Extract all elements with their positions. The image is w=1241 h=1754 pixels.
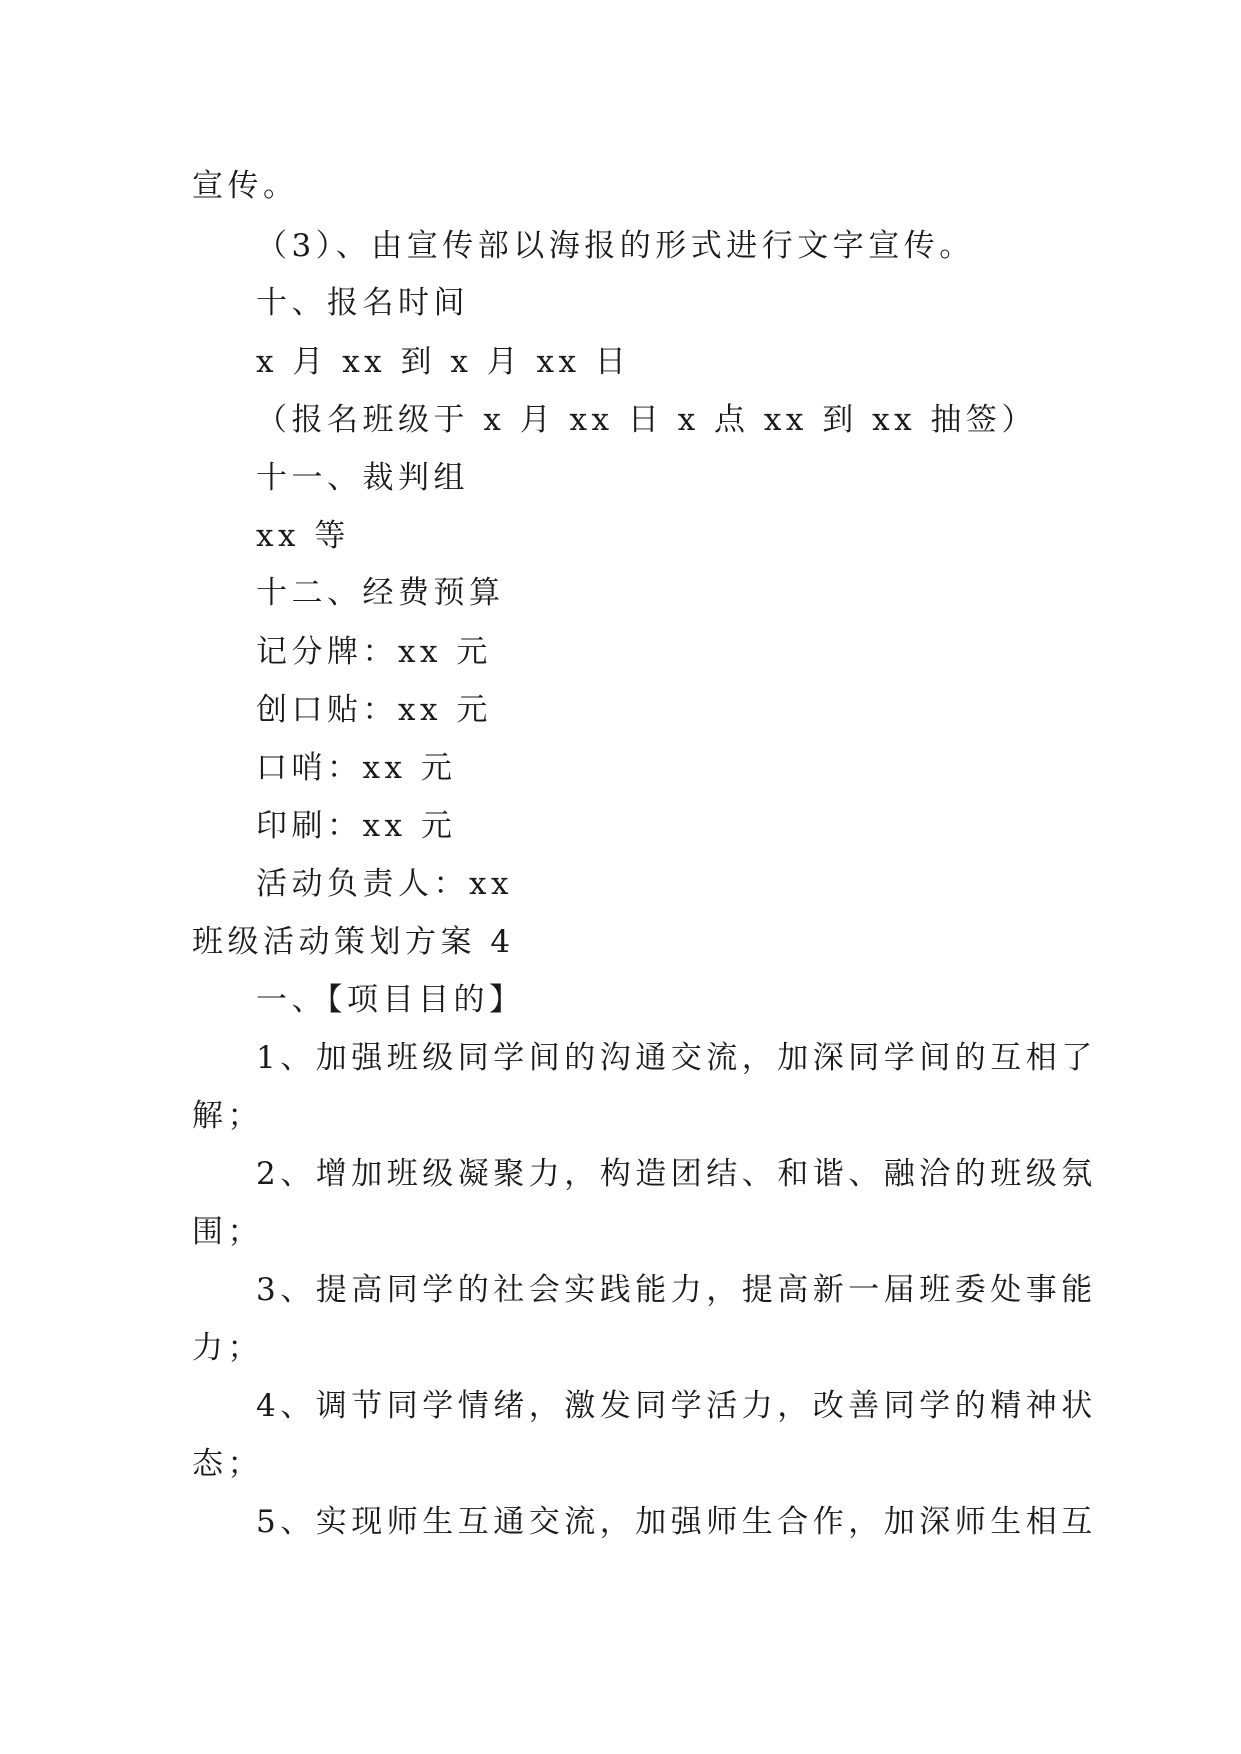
text-line: 宣传。	[192, 168, 299, 204]
text-line: 3、提高同学的社会实践能力，提高新一届班委处事能	[256, 1272, 1097, 1308]
section-heading: 十、报名时间	[256, 285, 469, 321]
document-title: 班级活动策划方案 4	[192, 924, 515, 960]
section-heading: 十二、经费预算	[256, 575, 505, 611]
text-line: 记分牌：xx 元	[256, 634, 492, 670]
text-line: 印刷：xx 元	[256, 808, 457, 844]
text-line: 解；	[192, 1098, 263, 1134]
text-line: （3）、由宣传部以海报的形式进行文字宣传。	[256, 228, 975, 264]
text-line: 围；	[192, 1214, 263, 1250]
text-line: xx 等	[256, 518, 350, 554]
section-heading: 一、【项目目的】	[256, 982, 525, 1018]
text-line: 活动负责人：xx	[256, 866, 513, 902]
text-line: 1、加强班级同学间的沟通交流，加深同学间的互相了	[256, 1040, 1097, 1076]
text-line: x 月 xx 到 x 月 xx 日	[256, 344, 631, 380]
text-line: 态；	[192, 1446, 263, 1482]
text-line: 力；	[192, 1330, 263, 1366]
section-heading: 十一、裁判组	[256, 460, 469, 496]
text-line: 2、增加班级凝聚力，构造团结、和谐、融洽的班级氛	[256, 1156, 1097, 1192]
text-line: （报名班级于 x 月 xx 日 x 点 xx 到 xx 抽签）	[256, 402, 1037, 438]
text-line: 5、实现师生互通交流，加强师生合作，加深师生相互	[256, 1504, 1097, 1540]
text-line: 4、调节同学情绪，激发同学活力，改善同学的精神状	[256, 1388, 1097, 1424]
text-line: 口哨：xx 元	[256, 750, 457, 786]
text-line: 创口贴：xx 元	[256, 692, 492, 728]
